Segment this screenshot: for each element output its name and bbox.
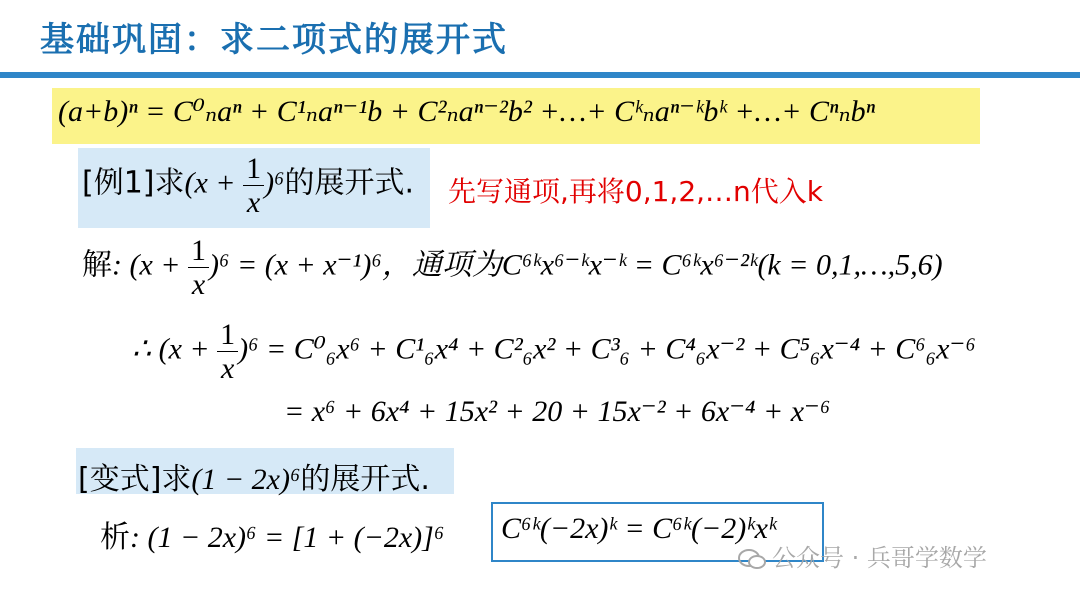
example1-expr-post: )⁶ xyxy=(264,166,285,200)
analysis-label: 析 xyxy=(100,520,130,555)
variant-suffix: 的展开式. xyxy=(300,462,430,497)
variant-expr: (1 − 2x)⁶ xyxy=(191,463,301,496)
watermark xyxy=(738,538,987,573)
solution-line2-pre: ∴ (x + xyxy=(132,332,218,366)
variant-label: [变式]求 xyxy=(78,462,192,497)
solution-line2 xyxy=(132,318,976,385)
example1-line xyxy=(82,152,414,219)
solution-line3: = x⁶ + 6x⁴ + 15x² + 20 + 15x⁻² + 6x⁻⁴ + x⁻⁶ xyxy=(284,395,831,428)
example1-frac-den: x xyxy=(246,186,261,219)
solution-fraction-2 xyxy=(217,318,238,385)
example1-expr-pre: (x + xyxy=(184,166,244,200)
solution-line1-post: )⁶ = (x + x⁻¹)⁶，通项为C⁶ᵏx⁶⁻ᵏx⁻ᵏ = C⁶ᵏx⁶⁻²ᵏ(k = 0,1,…,5,6) xyxy=(209,248,943,282)
frac-num: 1 xyxy=(188,234,209,268)
solution-label: 解 xyxy=(82,247,112,283)
example1-label: [例1]求 xyxy=(82,165,185,201)
solution-line2-post: )⁶ = C⁰₆x⁶ + C¹₆x⁴ + C²₆x² + C³₆ + C⁴₆x⁻² + C⁵₆x⁻⁴ + C⁶₆x⁻⁶ xyxy=(238,332,976,366)
example1-frac-num: 1 xyxy=(243,152,264,186)
solution-fraction-1 xyxy=(188,234,209,301)
title-underline xyxy=(0,72,1080,78)
frac-den: x xyxy=(191,268,206,301)
formula-text: (a+b)ⁿ = C⁰ₙaⁿ + C¹ₙaⁿ⁻¹b + C²ₙaⁿ⁻²b² +…+ Cᵏₙaⁿ⁻ᵏbᵏ +…+ Cⁿₙbⁿ xyxy=(58,95,876,128)
example1-suffix: 的展开式. xyxy=(284,165,415,201)
watermark-text: 公众号 · 兵哥学数学 xyxy=(772,544,987,572)
general-term-text: C⁶ᵏ(−2x)ᵏ = C⁶ᵏ(−2)ᵏxᵏ xyxy=(501,512,777,545)
binomial-theorem-formula xyxy=(52,88,980,144)
slide-title: 基础巩固：求二项式的展开式 xyxy=(40,20,508,60)
analysis-line xyxy=(100,512,444,556)
variant-line xyxy=(78,454,430,498)
analysis-expr: : (1 − 2x)⁶ = [1 + (−2x)]⁶ xyxy=(130,521,445,554)
solution-line1 xyxy=(82,234,943,301)
wechat-icon xyxy=(738,548,766,570)
frac-num: 1 xyxy=(217,318,238,352)
hint-text: 先写通项,再将0,1,2,…n代入k xyxy=(448,175,824,208)
solution-line1-pre: : (x + xyxy=(112,248,189,282)
frac-den: x xyxy=(220,352,235,385)
example1-fraction xyxy=(243,152,264,219)
